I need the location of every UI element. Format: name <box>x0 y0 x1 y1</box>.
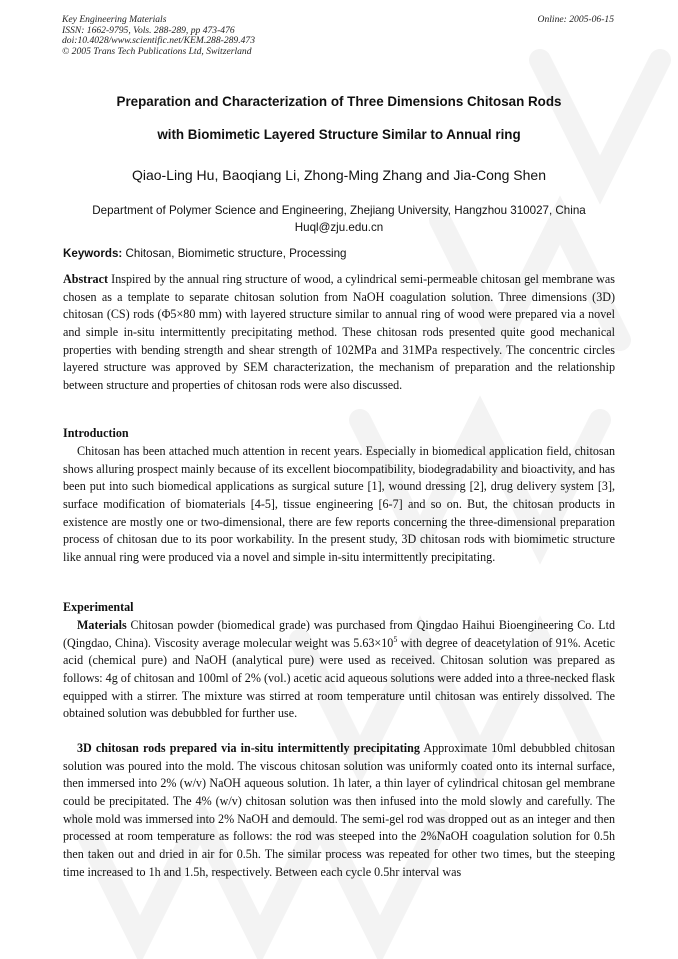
keywords-text: Chitosan, Biomimetic structure, Processing <box>122 247 347 260</box>
paper-title-line-1: Preparation and Characterization of Three Dimensions Chitosan Rods <box>116 94 562 109</box>
keywords <box>63 247 347 260</box>
journal-header <box>62 15 614 57</box>
materials-text-a: Chitosan powder (biomedical grade) was purchased from Qingdao Haihui Bioengineering Co. Ltd (Qingdao, China). Viscosity average molecular weight was 5.63×10 <box>63 618 615 650</box>
exponent: 5 <box>393 634 398 644</box>
copyright-line: © 2005 Trans Tech Publications Ltd, Switzerland <box>62 45 252 57</box>
materials-text-b: with degree of deacetylation of 91%. Acetic acid (chemical pure) and NaOH (analytical pure) were used as received. Chitosan solution was prepared as follows: 4g of chitosan and 100ml of 2% (vol.) acetic acid aqueous solutions were added into a three-necked flask equipped with a stirrer. The mixture was stirred at room temperature until chitosan was entirely dissolved. The obtained solution was debubbled for further use. <box>63 635 615 721</box>
experimental-heading: Experimental <box>63 600 134 614</box>
issn-line: ISSN: 1662-9795, Vols. 288-289, pp 473-476 <box>62 24 235 36</box>
keywords-label: Keywords: <box>63 247 123 260</box>
abstract-label: Abstract <box>63 272 109 286</box>
materials-label: Materials <box>77 618 127 632</box>
materials-paragraph <box>63 617 615 723</box>
contact-email: Huql@zju.edu.cn <box>294 221 384 234</box>
introduction-heading: Introduction <box>63 426 129 440</box>
introduction-paragraph: Chitosan has been attached much attention in recent years. Especially in biomedical application field, chitosan shows alluring prospect mainly because of its excellent biocompatibility, biodegradability and bioactivity, and has been put into such biomedical applications as surgical suture [1], wound dressing [2], drug delivery system [3], surface modification of biomaterials [4-5], tissue engineering [6-7] and so on. But, the chitosan products in existence are mostly one or two-dimensional, there are few reports concerning the three-dimensional preparation process of chitosan due to its poor workability. In the present study, 3D chitosan rods with biomimetic structure like annual ring were produced via a novel and simple in-situ intermittently precipitating. <box>63 444 615 564</box>
online-date: Online: 2005-06-15 <box>537 14 614 25</box>
rods-label: 3D chitosan rods prepared via in-situ intermittently precipitating <box>77 741 420 755</box>
abstract-text: Inspired by the annual ring structure of wood, a cylindrical semi-permeable chitosan gel membrane was chosen as a template to separate chitosan solution from NaOH coagulation solution. Three dimensions (3D) chitosan (CS) rods (Φ5×80 mm) with layered structure similar to annual ring of wood were prepared via a novel and simple in-situ intermittently precipitating method. These chitosan rods presented quite good mechanical properties with bending strength and shear strength of 102MPa and 31MPa respectively. The concentric circles layered structure was approved by SEM characterization, the mechanism of preparation and the relationship between structure and properties of chitosan rods were also discussed. <box>63 272 615 392</box>
abstract-paragraph <box>63 271 615 395</box>
rods-paragraph <box>63 740 615 881</box>
author-list: Qiao-Ling Hu, Baoqiang Li, Zhong-Ming Zhang and Jia-Cong Shen <box>131 167 547 183</box>
rods-text: Approximate 10ml debubbled chitosan solution was poured into the mold. The viscous chitosan solution was uniformly coated onto its internal surface, then immersed into 2% (w/v) NaOH aqueous solution. 1h later, a thin layer of cylindrical chitosan gel membrane could be precipitated. The 4% (w/v) chitosan solution was then infused into the mold slowly and carefully. The whole mold was immersed into 2% NaOH and demould. The semi-gel rod was dropped out as an integer and then processed at room temperature as follows: the rod was steeped into the 2%NaOH coagulation solution for 0.5h then taken out and dried in air for 0.5h. The similar process was repeated for other two times, but the steeping time increased to 1h and 1.5h, respectively. Between each cycle 0.5hr interval was <box>63 741 616 879</box>
paper-title-line-2: with Biomimetic Layered Structure Similar to Annual ring <box>157 127 521 142</box>
journal-name: Key Engineering Materials <box>62 14 167 25</box>
affiliation: Department of Polymer Science and Engineering, Zhejiang University, Hangzhou 310027, China <box>92 204 586 217</box>
doi-line: doi:10.4028/www.scientific.net/KEM.288-289.473 <box>62 35 256 47</box>
